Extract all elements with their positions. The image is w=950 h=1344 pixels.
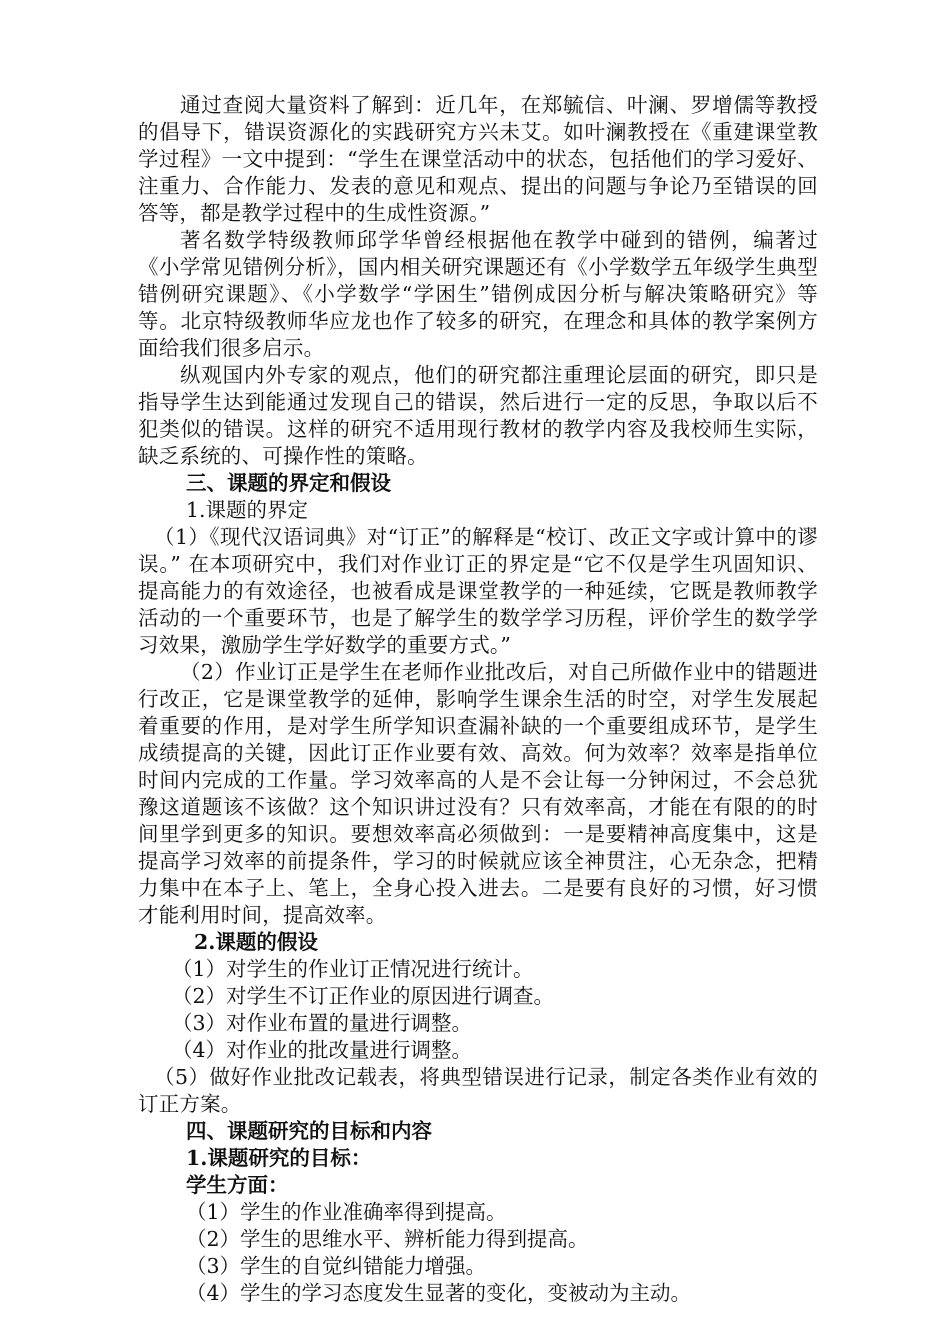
student-goal-item-1: （1）学生的作业准确率得到提高。 bbox=[186, 1200, 507, 1224]
student-goal-item-3: （3）学生的自觉纠错能力增强。 bbox=[186, 1254, 487, 1278]
hypothesis-item-4: （4）对作业的批改量进行调整。 bbox=[172, 1038, 473, 1062]
paragraph-definition-2: （2）作业订正是学生在老师作业批改后，对自己所做作业中的错题进行改正，它是课堂教学的延伸，影响学生课余生活的时空，对学生发展起着重要的作用，是对学生所学知识查漏补缺的一个重要组成环节，是学生成绩提高的关键，因此订正作业要有效、高效。何为效率？效率是指单位时间内完成的工作量。学习效率高的人是不会让每一分钟闲过，不会总犹豫这道题该不该做？这个知识讲过没有？只有效率高，才能在有限的的时间里学到更多的知识。要想效率高必须做到：一是要精神高度集中，这是提高学习效率的前提条件，学习的时候就应该全神贯注，心无杂念，把精力集中在本子上、笔上，全身心投入进去。二是要有良好的习惯，好习惯才能利用时间，提高效率。 bbox=[138, 660, 818, 927]
paragraph-research-background: 通过查阅大量资料了解到：近几年，在郑毓信、叶澜、罗增儒等教授的倡导下，错误资源化的实践研究方兴未艾。如叶澜教授在《重建课堂教学过程》一文中提到：“学生在课堂活动中的状态，包括他们的学习爱好、注重力、合作能力、发表的意见和观点、提出的问题与争论乃至错误的回答等，都是教学过程中的生成性资源。” bbox=[138, 93, 818, 225]
hypothesis-item-2: （2）对学生不订正作业的原因进行调查。 bbox=[172, 984, 555, 1008]
paragraph-domestic-research: 著名数学特级教师邱学华曾经根据他在教学中碰到的错例，编著过《小学常见错例分析》，国内相关研究课题还有《小学数学五年级学生典型错例研究课题》、《小学数学“学困生”错例成因分析与解决策略研究》等等。北京特级教师华应龙也作了较多的研究，在理念和具体的教学案例方面给我们很多启示。 bbox=[138, 228, 818, 360]
subheading-student-aspect: 学生方面： bbox=[186, 1173, 289, 1197]
section-heading-goals-content: 四、课题研究的目标和内容 bbox=[186, 1119, 432, 1143]
hypothesis-item-5: （5）做好作业批改记载表，将典型错误进行记录，制定各类作业有效的订正方案。 bbox=[138, 1065, 818, 1116]
document-body bbox=[138, 92, 818, 1307]
student-goal-item-2: （2）学生的思维水平、辨析能力得到提高。 bbox=[186, 1227, 589, 1251]
subheading-definition: 1.课题的界定 bbox=[186, 498, 309, 522]
section-heading-definition-hypothesis: 三、课题的界定和假设 bbox=[186, 471, 391, 495]
paragraph-expert-overview: 纵观国内外专家的观点，他们的研究都注重理论层面的研究，即只是指导学生达到能通过发现自己的错误，然后进行一定的反思，争取以后不犯类似的错误。这样的研究不适用现行教材的教学内容及我校师生实际，缺乏系统的、可操作性的策略。 bbox=[138, 363, 818, 468]
subheading-research-goals: 1.课题研究的目标： bbox=[186, 1146, 372, 1170]
paragraph-definition-1: （1）《现代汉语词典》对“订正”的解释是“校订、改正文字或计算中的谬误。” 在本项研究中，我们对作业订正的界定是“它不仅是学生巩固知识、提高能力的有效途径，也被看成是课堂教学的一种延续，它既是教师教学活动的一个重要环节，也是了解学生的数学学习历程，评价学生的数学学习效果，激励学生学好数学的重要方式。” bbox=[138, 525, 818, 657]
hypothesis-item-3: （3）对作业布置的量进行调整。 bbox=[172, 1011, 473, 1035]
subheading-hypothesis: 2.课题的假设 bbox=[194, 930, 318, 954]
hypothesis-item-1: （1）对学生的作业订正情况进行统计。 bbox=[172, 957, 534, 981]
student-goal-item-4: （4）学生的学习态度发生显著的变化，变被动为主动。 bbox=[186, 1281, 692, 1305]
